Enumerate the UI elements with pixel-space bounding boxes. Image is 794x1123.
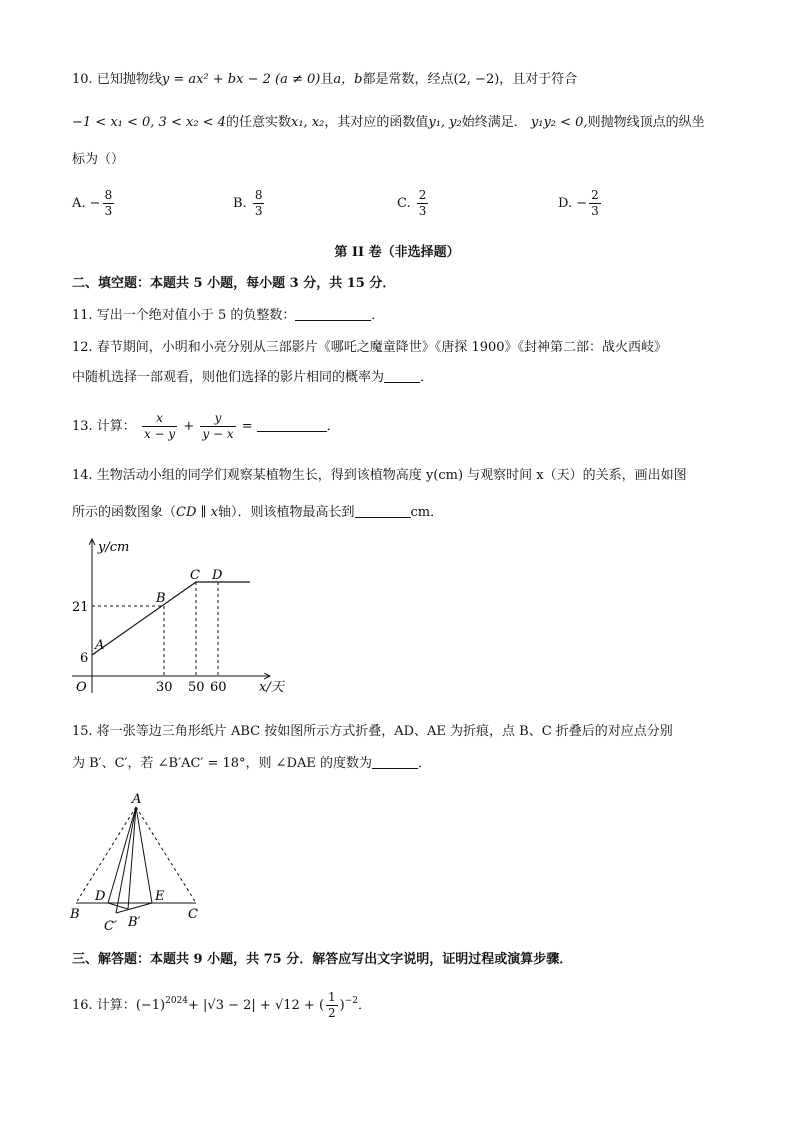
answer-blank (384, 382, 420, 383)
q11: 11. 写出一个绝对值小于 5 的负整数： ． (72, 308, 385, 323)
q12-line2: 中随机选择一部观看，则他们选择的影片相同的概率为 ． (72, 370, 434, 385)
choice-c: C. $\frac{2}{3}$ (397, 188, 427, 218)
q13: 13. 计算： $\frac{x}{x - y}$ + $\frac{y}{y - x}$ = ． (72, 411, 340, 441)
point-label-a: A (95, 638, 105, 653)
vertex-a: A (132, 792, 142, 807)
choice-d: D. − $\frac{2}{3}$ (558, 188, 599, 218)
tick-label-6: 6 (80, 651, 89, 666)
q15-line1: 15. 将一张等边三角形纸片 ABC 按如图所示方式折叠，AD、AE 为折痕，点 B、C 折叠后的对应点分别 (72, 724, 673, 739)
q10-line1: 10. 已知抛物线y = ax² + bx − 2 (a ≠ 0)且a，b都是常数，经点(2, −2)，且对于符合 (72, 72, 578, 87)
part2-title: 第 II 卷（非选择题） (334, 245, 460, 260)
point-label-d: D (212, 568, 223, 583)
q16: 16. 计算：$(-1)^{2024}+ |√3 - 2| + √12$ + ( $\frac{1}{2}$ )$^{-2}$． (72, 990, 372, 1020)
q14-line1: 14. 生物活动小组的同学们观察某植物生长，得到该植物高度 y(cm) 与观察时间 x（天）的关系，画出如图 (72, 468, 687, 483)
vertex-c: C (188, 907, 198, 922)
q10-line3: 标为（） (72, 152, 125, 167)
answer-blank (372, 768, 418, 769)
point-label-b: B (156, 591, 166, 606)
answer-blank (257, 431, 327, 432)
answer-blank (295, 320, 371, 321)
choice-a: A. − $\frac{8}{3}$ (72, 188, 113, 218)
q14-line2: 所示的函数图象（CD ∥ x轴）．则该植物最高长到 cm． (72, 505, 444, 520)
q10-line2: −1 < x₁ < 0, 3 < x₂ < 4的任意实数x₁, x₂，其对应的函数值y₁, y₂始终满足． y₁y₂ < 0,则抛物线顶点的纵坐 (72, 115, 705, 130)
triangle-figure (66, 785, 216, 935)
tick-label-30: 30 (156, 680, 173, 695)
vertex-b: B (70, 907, 80, 922)
x-axis-label: x/天 (259, 680, 284, 695)
segment-ac (92, 582, 196, 655)
origin-label: O (76, 680, 87, 695)
point-label-c: C (190, 568, 200, 583)
q12-line1: 12. 春节期间，小明和小亮分别从三部影片《哪吒之魔童降世》《唐探 1900》《封神第二部：战火西岐》 (72, 340, 668, 355)
vertex-c-prime: C′ (104, 919, 117, 934)
choice-b: B. $\frac{8}{3}$ (233, 188, 263, 218)
section3-heading: 三、解答题：本题共 9 小题，共 75 分．解答应写出文字说明，证明过程或演算步骤． (72, 952, 573, 967)
y-axis-label: y/cm (98, 540, 130, 555)
q15-line2: 为 B′、C′，若 ∠B′AC′ = 18°，则 ∠DAE 的度数为 ． (72, 756, 432, 771)
tick-label-21: 21 (72, 600, 89, 615)
answer-blank (355, 517, 411, 518)
growth-graph (72, 535, 284, 695)
vertex-e: E (155, 889, 165, 904)
tick-label-60: 60 (210, 680, 227, 695)
section2-heading: 二、填空题：本题共 5 小题，每小题 3 分，共 15 分． (72, 276, 396, 291)
tick-label-50: 50 (188, 680, 205, 695)
vertex-b-prime: B′ (128, 915, 141, 930)
vertex-d: D (95, 889, 106, 904)
